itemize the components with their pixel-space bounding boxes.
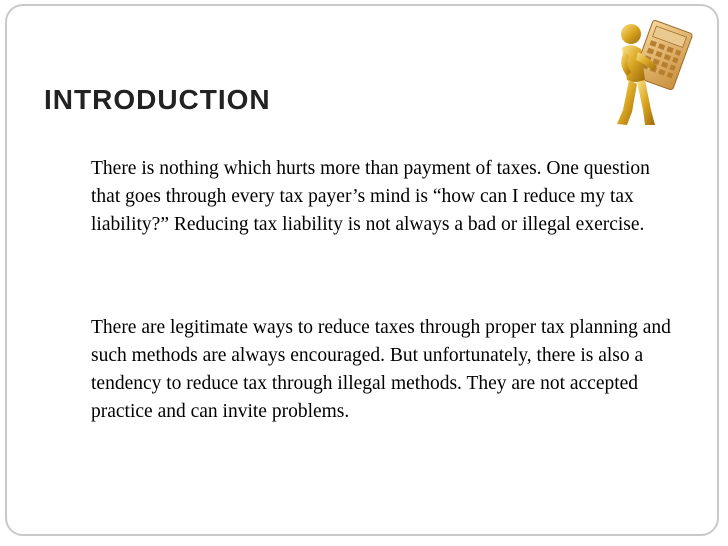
gold-figure-with-calculator-icon <box>605 18 697 130</box>
slide-title: INTRODUCTION <box>44 84 271 115</box>
intro-paragraph-2: There are legitimate ways to reduce taxes through proper tax planning and such methods are always encouraged. But unfortunately, there is also a tendency to reduce tax through illegal methods. They are not accepted practice and can invite problems. <box>91 317 671 422</box>
intro-paragraph-1: There is nothing which hurts more than payment of taxes. One question that goes through every tax payer’s mind is “how can I reduce my tax liability?” Reducing tax liability is not always a bad or illegal exercise. <box>91 158 650 235</box>
